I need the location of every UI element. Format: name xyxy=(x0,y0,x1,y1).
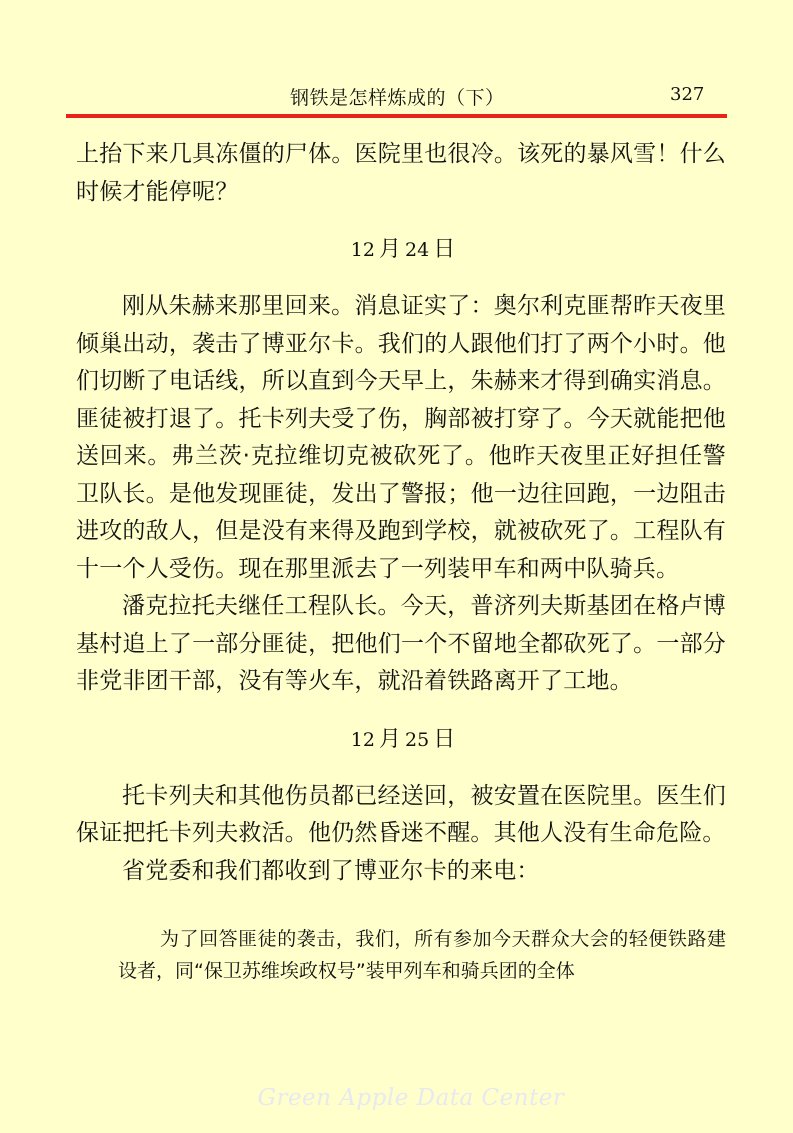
book-title: 钢铁是怎样炼成的（下） xyxy=(290,87,505,109)
spacer xyxy=(76,890,726,910)
page-header xyxy=(0,78,793,112)
paragraph-1: 上抬下来几具冻僵的尸体。医院里也很冷。该死的暴风雪！什么时候才能停呢？ xyxy=(76,141,726,205)
date-day-number: 24 xyxy=(405,239,430,261)
spacer xyxy=(76,211,726,231)
paragraph-5: 省党委和我们都收到了博亚尔卡的来电： xyxy=(122,857,540,884)
page-number: 327 xyxy=(670,84,705,105)
date-day-number: 25 xyxy=(405,728,430,751)
watermark: Green Apple Data Center xyxy=(257,1085,565,1111)
date-day-char: 日 xyxy=(433,237,456,262)
date-heading-dec-25 xyxy=(76,721,726,758)
date-month-char: 月 xyxy=(378,237,401,262)
spacer xyxy=(76,701,726,721)
paragraph-2: 刚从朱赫来那里回来。消息证实了：奥尔利克匪帮昨天夜里倾巢出动，袭击了博亚尔卡。我们的人跟他们打了两个小时。他们切断了电话线，所以直到今天早上，朱赫来才得到确实消息。匪徒被打退了。托卡列夫受了伤，胸部被打穿了。今天就能把他送回来。弗兰茨·克拉维切克被砍死了。他昨天夜里正好担任警卫队长。是他发现匪徒，发出了警报；他一边往回跑，一边阻击进攻的敌人，但是没有来得及跑到学校，就被砍死了。工程队有十一个人受伤。现在那里派去了一列装甲车和两中队骑兵。 xyxy=(76,293,726,582)
paragraph-3: 潘克拉托夫继任工程队长。今天，普济列夫斯基团在格卢博基村追上了一部分匪徒，把他们一个不留地全都砍死了。一部分非党非团干部，没有等火车，就沿着铁路离开了工地。 xyxy=(76,593,726,694)
date-month-char: 月 xyxy=(378,726,401,752)
telegram-quote: 为了回答匪徒的袭击，我们，所有参加今天群众大会的轻便铁路建设者，同“保卫苏维埃政权号”装甲列车和骑兵团的全体 xyxy=(118,928,726,982)
date-month-number: 12 xyxy=(350,728,375,751)
page-content xyxy=(76,136,726,987)
date-heading-dec-24 xyxy=(76,231,726,268)
spacer xyxy=(76,758,726,778)
date-month-number: 12 xyxy=(350,239,375,261)
date-day-char: 日 xyxy=(433,726,456,752)
header-divider xyxy=(66,114,727,118)
paragraph-4: 托卡列夫和其他伤员都已经送回，被安置在医院里。医生们保证把托卡列夫救活。他仍然昏迷不醒。其他人没有生命危险。 xyxy=(76,782,726,846)
spacer xyxy=(76,910,726,923)
spacer xyxy=(76,268,726,288)
